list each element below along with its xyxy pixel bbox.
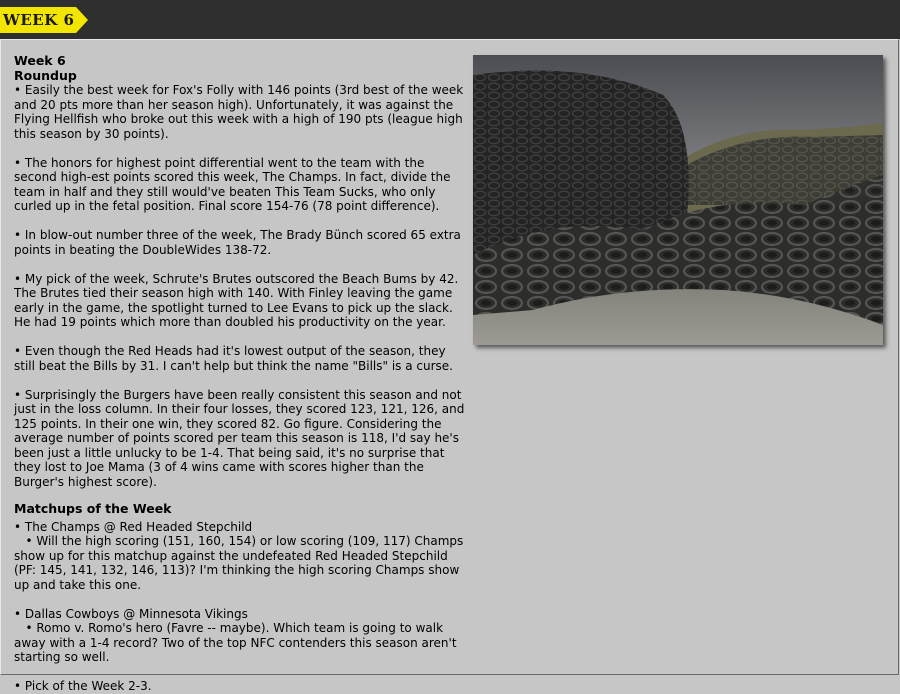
matchups-title: Matchups of the Week (14, 501, 172, 516)
roundup-paragraph: • Surprisingly the Burgers have been really consistent this season and not just in the loss column. In their four losses, they scored 123, 121, 126, and 125 points. In their one win, they scored 82. Go figure. Considering the average number of points scored per team this season is 118, I'd say he's been just a little unlucky to be 1-4. That being said, it's no surprise that they lost to Joe Mama (3 of 4 wins came with scores higher than the Burger's highest score). (14, 387, 465, 489)
roundup-paragraph: • My pick of the week, Schrute's Brutes outscored the Beach Bums by 42. The Brutes tied their season high with 140. With Finley leaving the game early in the game, the spotlight turned to Lee Evans to pick up the slack. He had 19 points which more than doubled his productivity on the year. (14, 271, 459, 329)
pick-record: • Pick of the Week 2-3. (14, 679, 152, 693)
roundup-paragraph: • Easily the best week for Fox's Folly with 146 points (3rd best of the week and 20 pts more than her season high). Unfortunately, it was against the Flying Hellfish who broke out this week with a high of 190 pts (league high this season by 30 points). (14, 83, 464, 141)
article-title-roundup: Roundup (14, 67, 77, 83)
article-title-week: Week 6 (14, 53, 66, 68)
article (14, 54, 470, 694)
top-bar (0, 0, 900, 39)
matchup-detail: • Will the high scoring (151, 160, 154) or low scoring (109, 117) Champs show up for this matchup against the undefeated Red Headed Stepchild (PF: 145, 141, 132, 146, 113)? I'm thinking the high scoring Champs show up and take this one. (14, 534, 468, 592)
matchup-heading: • The Champs @ Red Headed Stepchild (14, 519, 253, 534)
roundup-paragraph: • In blow-out number three of the week, The Brady Bünch scored 65 extra points in beating the DoubleWides 138-72. (14, 228, 461, 257)
content-panel (0, 39, 899, 693)
tire-pile-photo (473, 55, 883, 345)
tab-label: WEEK 6 (3, 11, 75, 29)
matchup-heading: • Dallas Cowboys @ Minnesota Vikings (14, 606, 248, 621)
week-tab[interactable] (0, 7, 90, 33)
matchup-detail: • Romo v. Romo's hero (Favre -- maybe). Which team is going to walk away with a 1-4 record? Two of the top NFC contenders this season aren't starting so well. (14, 621, 461, 664)
roundup-paragraph: • The honors for highest point differential went to the team with the second high-est points scored this week, The Champs. In fact, divide the team in half and they still would've beaten This Team Sucks, who only curled up in the fetal position. Final score 154-76 (78 point difference). (14, 155, 451, 213)
roundup-paragraph: • Even though the Red Heads had it's lowest output of the season, they still beat the Bills by 31. I can't help but think the name "Bills" is a curse. (14, 344, 453, 373)
